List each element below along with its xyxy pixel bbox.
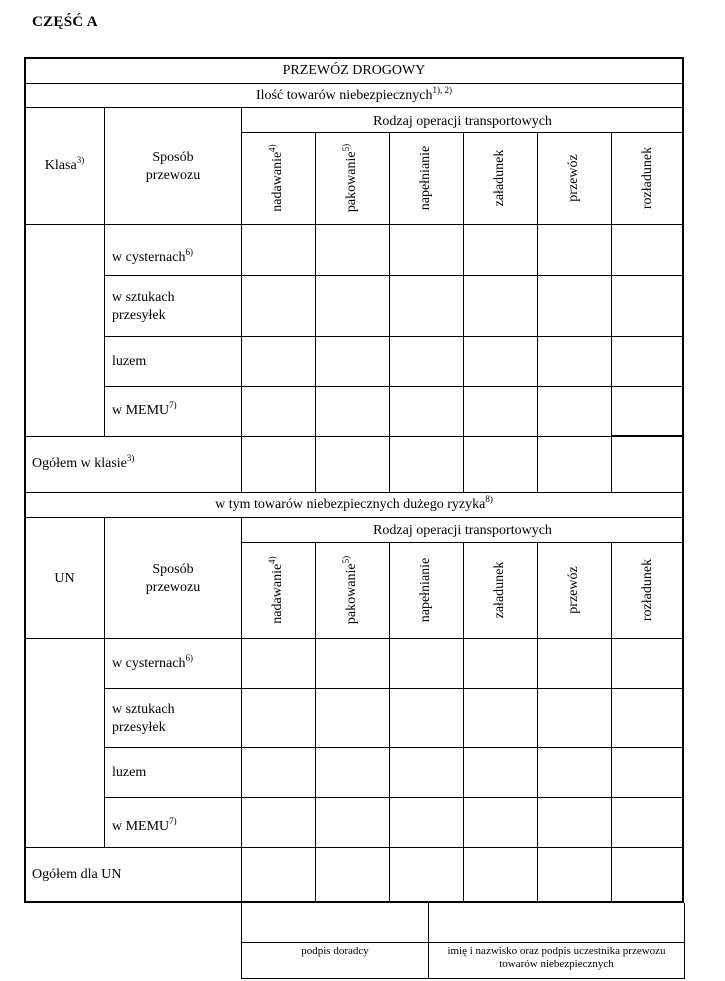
divider [241, 903, 242, 979]
divider [25, 638, 684, 639]
op-label-zaladunek-b: załadunek [492, 561, 507, 619]
row-label-bulk-a: luzem [112, 354, 147, 369]
op-label-przewoz-b: przewóz [566, 566, 581, 614]
divider [537, 542, 538, 903]
high-risk-heading: w tym towarów niebezpiecznych dużego ryzyka$^{8)}$ [215, 494, 493, 512]
divider [315, 132, 316, 492]
form-subtitle: Ilość towarów niebezpiecznych$^{1), 2)}$ [256, 85, 452, 103]
op-label-przewoz-a: przewóz [566, 154, 581, 202]
row-label-tanks-a: w cysternach$^{6)}$ [112, 247, 193, 265]
transport-mode-header-a: Sposób przewozu [145, 150, 201, 183]
transport-mode-header-b: Sposób przewozu [145, 562, 201, 595]
row-label-packages-b: w sztukach przesyłek [112, 702, 175, 735]
divider [463, 132, 464, 492]
divider [611, 132, 612, 492]
op-label-pakowanie-a: pakowanie$^{5)}$ [341, 143, 359, 213]
divider [611, 542, 612, 903]
divider [389, 542, 390, 903]
op-label-rozladunek-b: rozładunek [640, 558, 655, 622]
row-label-memu-a: w MEMU$^{7)}$ [112, 400, 177, 418]
class-column-header: Klasa$^{3)}$ [44, 155, 85, 173]
divider [25, 107, 684, 108]
op-label-pakowanie-b: pakowanie$^{5)}$ [341, 555, 359, 625]
divider [25, 847, 684, 848]
form-title: PRZEWÓZ DROGOWY [282, 63, 426, 78]
divider [104, 747, 684, 748]
divider [463, 542, 464, 903]
signature-participant-label: imię i nazwisko oraz podpis uczestnika przewozu towarów niebezpiecznych [447, 945, 666, 970]
row-label-packages-a: w sztukach przesyłek [112, 290, 175, 323]
op-label-zaladunek-a: załadunek [492, 149, 507, 207]
divider [389, 132, 390, 492]
part-title: CZĘŚĆ A [32, 14, 98, 30]
divider [25, 224, 684, 225]
divider [25, 83, 684, 84]
divider [25, 436, 684, 437]
row-label-tanks-b: w cysternach$^{6)}$ [112, 653, 193, 671]
divider [104, 275, 684, 276]
divider [537, 132, 538, 492]
divider [241, 518, 242, 903]
ops-header-a: Rodzaj operacji transportowych [373, 114, 552, 129]
divider [25, 492, 684, 493]
row-label-memu-b: w MEMU$^{7)}$ [112, 816, 177, 834]
divider [241, 942, 685, 943]
divider [241, 978, 685, 979]
signature-advisor-label: podpis doradcy [301, 945, 369, 957]
divider [25, 517, 684, 518]
divider [104, 688, 684, 689]
divider [684, 903, 685, 979]
total-label-class: Ogółem w klasie$^{3)}$ [32, 453, 135, 471]
op-label-napelnianie-b: napełnianie [418, 557, 433, 623]
ops-header-b: Rodzaj operacji transportowych [373, 523, 552, 538]
divider [104, 797, 684, 798]
divider [104, 386, 684, 387]
row-label-bulk-b: luzem [112, 765, 147, 780]
divider [611, 435, 684, 437]
op-label-nadawanie-b: nadawanie$^{4)}$ [267, 556, 285, 624]
divider [104, 336, 684, 337]
op-label-rozladunek-a: rozładunek [640, 146, 655, 210]
op-label-nadawanie-a: nadawanie$^{4)}$ [267, 144, 285, 212]
divider [315, 542, 316, 903]
un-column-header: UN [54, 571, 75, 586]
total-label-un: Ogółem dla UN [32, 867, 122, 882]
op-label-napelnianie-a: napełnianie [418, 145, 433, 211]
divider [241, 108, 242, 492]
